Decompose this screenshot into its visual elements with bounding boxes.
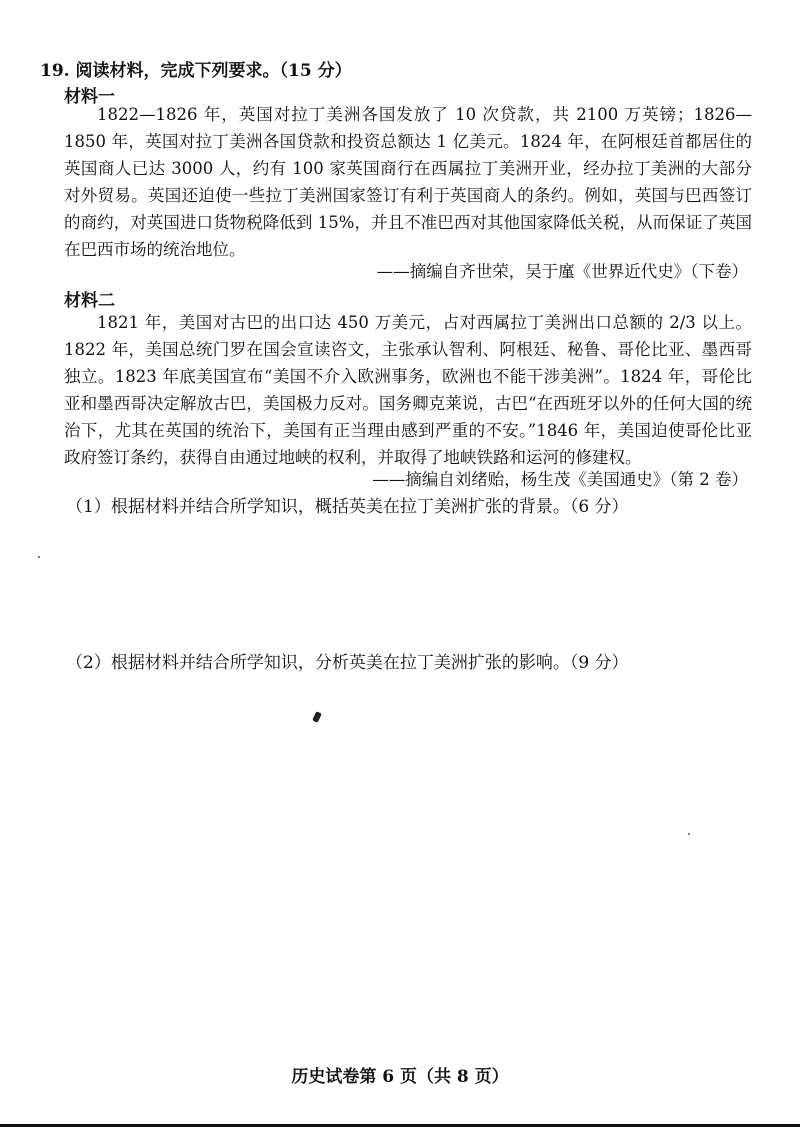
material-1-source: ——摘编自齐世荣，吴于廑《世界近代史》（下卷） bbox=[376, 262, 748, 281]
page-footer: 历史试卷第 6 页（共 8 页） bbox=[291, 1067, 509, 1087]
ink-mark bbox=[312, 711, 322, 723]
material-1-heading: 材料一 bbox=[64, 87, 115, 107]
material-2-text: 1821 年，美国对古巴的出口达 450 万美元，占对西属拉丁美洲出口总额的 2/3 以上。1822 年，美国总统门罗在国会宣读咨文，主张承认智利、阿根廷、秘鲁、哥伦比亚、墨西哥独立。1823 年底美国宣布“美国不介入欧洲事务，欧洲也不能干涉美洲”。1824 年，哥伦比亚和墨西哥决定解放古巴，美国极力反对。国务卿克莱说，古巴“在西班牙以外的任何大国的统治下，尤其在英国的统治下，美国有正当理由感到严重的不安。”1846 年，美国迫使哥伦比亚政府签订条约，获得自由通过地峡的权利，并取得了地峡铁路和运河的修建权。 bbox=[64, 313, 752, 467]
sub-question-1: （1）根据材料并结合所学知识，概括英美在拉丁美洲扩张的背景。（6 分） bbox=[66, 497, 629, 517]
scan-speck bbox=[688, 833, 690, 835]
material-2-source: ——摘编自刘绪贻，杨生茂《美国通史》（第 2 卷） bbox=[372, 470, 748, 489]
material-1-text: 1822—1826 年，英国对拉丁美洲各国发放了 10 次贷款，共 2100 万英镑；1826—1850 年，英国对拉丁美洲各国贷款和投资总额达 1 亿美元。1824 年，在阿根廷首都居住的英国商人已达 3000 人，约有 100 家英国商行在西属拉丁美洲开业，经办拉丁美洲的大部分对外贸易。英国还迫使一些拉丁美洲国家签订有利于英国商人的条约。例如，英国与巴西签订的商约，对英国进口货物税降低到 15%，并且不准巴西对其他国家降低关税，从而保证了英国在巴西市场的统治地位。 bbox=[64, 105, 752, 259]
material-2-body bbox=[64, 309, 752, 471]
question-title: 19. 阅读材料，完成下列要求。（15 分） bbox=[40, 61, 352, 81]
bottom-divider bbox=[0, 1124, 800, 1127]
sub-question-2: （2）根据材料并结合所学知识，分析英美在拉丁美洲扩张的影响。（9 分） bbox=[66, 653, 629, 673]
scan-speck bbox=[38, 556, 40, 558]
material-2-heading: 材料二 bbox=[64, 291, 115, 311]
material-1-body bbox=[64, 101, 752, 263]
